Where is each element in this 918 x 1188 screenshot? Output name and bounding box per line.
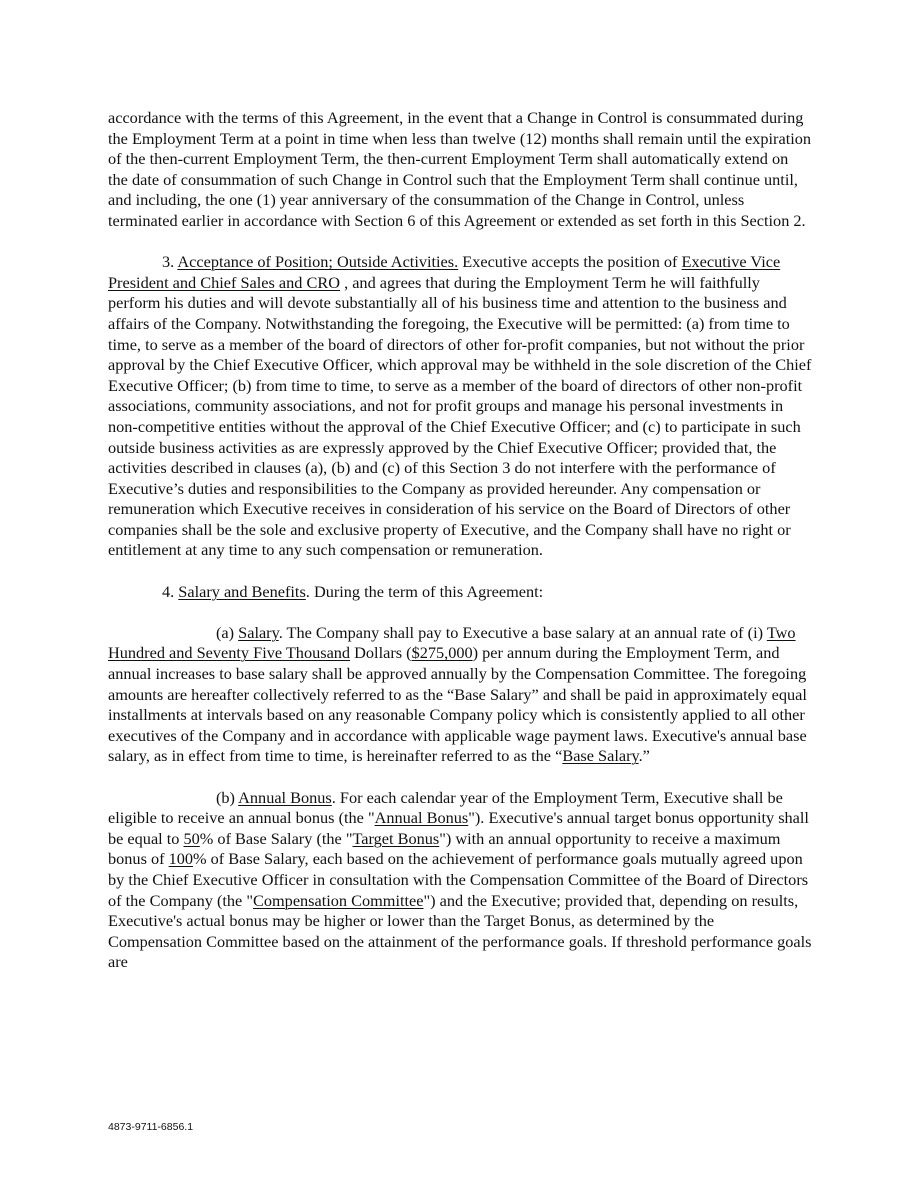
defined-term: Annual Bonus [374, 808, 469, 828]
clause-label: (a) [216, 622, 235, 642]
paragraph-section-4b-annual-bonus [108, 788, 812, 973]
paragraph-section-3 [108, 252, 812, 561]
clause-label: (b) [216, 787, 235, 807]
section-number: 3. [162, 252, 175, 272]
paragraph-text: % of Base Salary, each based on the achievement of performance goals mutually agreed upon by the Chief Executive Officer in consultation with the Compensation Committee of the Board of Directors of the Company (the " [108, 849, 809, 910]
paragraph-text: ") with an annual opportunity to receive a maximum bonus of [108, 828, 781, 869]
clause-heading: Salary [238, 622, 279, 642]
target-bonus-percent: 50 [183, 828, 200, 848]
defined-term: Compensation Committee [253, 890, 424, 910]
paragraph-text: Executive accepts the position of [462, 252, 678, 272]
paragraph-text: accordance with the terms of this Agreement, in the event that a Change in Control is consummated during the Employment Term at a point in time when less than twelve (12) months shall remain until the expiration of the then-current Employment Term, the then-current Employment Term shall automatically extend on the date of consummation of such Change in Control such that the Employment Term shall continue until, and including, the one (1) year anniversary of the consummation of the Change in Control, unless terminated earlier in accordance with Section 6 of this Agreement or extended as set forth in this Section 2. [108, 108, 812, 230]
defined-term: Base Salary [562, 746, 639, 766]
max-bonus-percent: 100 [168, 849, 194, 869]
document-id-footer: 4873-9711-6856.1 [108, 1121, 194, 1133]
paragraph-text: , and agrees that during the Employment Term he will faithfully perform his duties and will devote substantially all of his business time and attention to the business and affairs of the Company. Notwithstanding the foregoing, the Executive will be permitted: (a) from time to time, to serve as a member of the board of directors of other for-profit companies, but not without the prior approval by the Chief Executive Officer, which approval may be withheld in the sole discretion of the Chief Executive Officer; (b) from time to time, to serve as a member of the board of directors of other non-profit associations, community associations, and not for profit groups and manage his personal investments in non-competitive entities without the approval of the Chief Executive Officer; and (c) to participate in such outside business activities as are expressly approved by the Chief Executive Officer; provided that, the activities described in clauses (a), (b) and (c) of this Section 3 do not interfere with the performance of Executive’s duties and responsibilities to the Company as provided hereunder. Any compensation or remuneration which Executive receives in consideration of his service on the Board of Directors of other companies shall be the sole and exclusive property of Executive, and the Company shall have no right or entitlement at any time to any such compensation or remuneration. [108, 272, 812, 560]
section-number: 4. [162, 581, 175, 601]
paragraph-text: . For each calendar year of the Employment Term, Executive shall be eligible to receive an annual bonus (the " [108, 787, 783, 828]
paragraph-text: ") and the Executive; provided that, depending on results, Executive's actual bonus may be higher or lower than the Target Bonus, as determined by the Compensation Committee based on the attainment of the performance goals. If threshold performance goals are [108, 890, 812, 972]
paragraph-text: . The Company shall pay to Executive a base salary at an annual rate of (i) [278, 622, 764, 642]
paragraph-section-4a-salary [108, 623, 812, 767]
paragraph-text: "). Executive's annual target bonus opportunity shall be equal to [108, 808, 809, 848]
section-heading: Acceptance of Position; Outside Activities. [177, 252, 459, 272]
position-title: Executive Vice President and Chief Sales and CRO [108, 252, 781, 292]
paragraph-section-4 [108, 582, 812, 603]
salary-amount-words: Two Hundred and Seventy Five Thousand [108, 622, 796, 663]
paragraph-text: .” [638, 746, 650, 766]
paragraph-text: Dollars ( [354, 643, 412, 663]
paragraph-text: ) per annum during the Employment Term, and annual increases to base salary shall be approved annually by the Compensation Committee. The foregoing amounts are hereafter collectively referred to as the “Base Salary” and shall be paid in approximately equal installments at intervals based on any reasonable Company policy which is consistently applied to all other executives of the Company and in accordance with applicable wage payment laws. Executive's annual base salary, as in effect from time to time, is hereinafter referred to as the “ [108, 643, 807, 766]
defined-term: Target Bonus [352, 828, 440, 848]
salary-amount: $275,000 [411, 643, 473, 663]
paragraph-text: % of Base Salary (the " [199, 828, 353, 848]
section-heading: Salary and Benefits [178, 581, 306, 601]
paragraph-text: . During the term of this Agreement: [305, 581, 544, 601]
paragraph-section-2-continuation [108, 108, 812, 232]
document-body [108, 108, 812, 994]
clause-heading: Annual Bonus [238, 787, 332, 807]
